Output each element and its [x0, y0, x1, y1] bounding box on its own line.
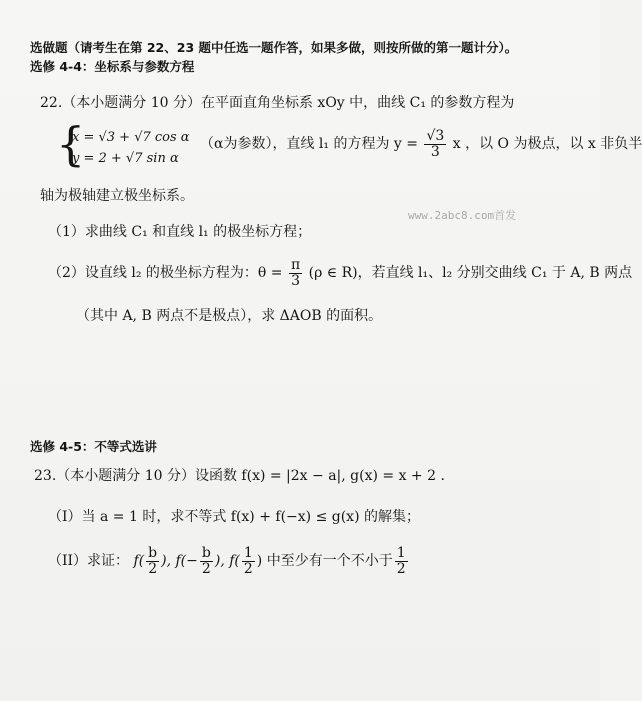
system-brace: { — [56, 117, 86, 171]
frac-num: b — [148, 545, 158, 561]
q22-part2-a: （2）设直线 l₂ 的极坐标方程为：θ = — [48, 265, 283, 282]
frac-b-over-2 — [146, 546, 159, 576]
frac-sqrt3-over-3 — [424, 129, 446, 159]
expr-f2-open: ), f(− — [161, 553, 198, 570]
q23-part1: （I）当 a = 1 时，求不等式 f(x) + f(−x) ≤ g(x) 的解集； — [48, 509, 420, 525]
frac-num: 1 — [243, 545, 253, 561]
frac-pi-over-3 — [289, 258, 302, 288]
q23-intro: 23.（本小题满分 10 分）设函数 f(x) = |2x − a|, g(x) = x + 2 . — [34, 468, 445, 484]
frac-num: b — [201, 545, 211, 561]
frac-1-over-2 — [242, 546, 255, 576]
frac-den: 2 — [148, 560, 158, 577]
q22-part1: （1）求曲线 C₁ 和直线 l₁ 的极坐标方程； — [48, 224, 312, 240]
frac-b-over-2-neg — [200, 546, 213, 576]
q22-part2-b: (ρ ∈ R)，若直线 l₁、l₂ 分别交曲线 C₁ 于 A, B 两点 — [308, 265, 633, 282]
watermark-text: www.2abc8.com首发 — [408, 209, 517, 222]
param-eq-x: x = √3 + √7 cos α — [72, 130, 190, 145]
frac-den: 2 — [396, 560, 406, 577]
q22-intro-text: （本小题满分 10 分）在平面直角坐标系 xOy 中，曲线 C₁ 的参数方程为 — [62, 95, 515, 111]
frac-den: 2 — [243, 560, 253, 577]
expr-f1-open: f( — [133, 553, 145, 570]
q22-part2 — [48, 258, 632, 288]
frac-num: √3 — [426, 128, 445, 144]
q22-intro — [40, 92, 514, 112]
frac-den: 2 — [201, 560, 211, 577]
q22-line3: 轴为极轴建立极坐标系。 — [40, 188, 194, 204]
q23-part2 — [48, 546, 410, 576]
param-eq-y: y = 2 + √7 sin α — [72, 151, 179, 166]
q22-line2 — [200, 129, 642, 159]
section-title-4-5: 选修 4-5：不等式选讲 — [30, 439, 157, 454]
q23-part2-a: （II）求证： — [48, 553, 130, 570]
expr-f3-open: ), f( — [214, 553, 240, 570]
frac-half — [395, 546, 408, 576]
frac-den: 3 — [291, 272, 301, 289]
frac-den: 3 — [430, 143, 440, 160]
expr-tail: ) 中至少有一个不小于 — [256, 553, 393, 570]
param-note: （α为参数），直线 l₁ 的方程为 y = — [200, 136, 418, 153]
q22-part2-c: （其中 A, B 两点不是极点），求 ΔAOB 的面积。 — [76, 308, 383, 324]
after-frac-text: x ，以 O 为极点，以 x 非负半 — [452, 136, 642, 153]
frac-num: π — [290, 257, 301, 273]
instruction-text: 选做题（请考生在第 22、23 题中任选一题作答，如果多做，则按所做的第一题计分）。 — [30, 40, 518, 55]
q22-number: 22. — [40, 95, 63, 111]
frac-num: 1 — [396, 545, 406, 561]
section-title-4-4: 选修 4-4：坐标系与参数方程 — [30, 59, 195, 74]
